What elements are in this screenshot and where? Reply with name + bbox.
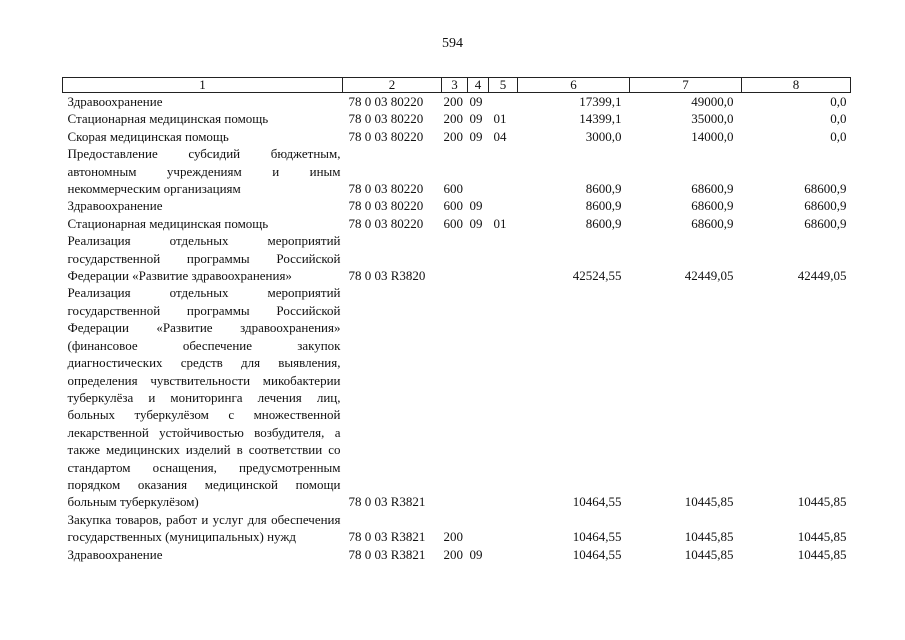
row-subsection bbox=[489, 284, 518, 510]
row-value-2: 35000,0 bbox=[691, 111, 734, 127]
row-name: Стационарная медицинская помощь bbox=[67, 111, 269, 127]
row-section bbox=[468, 232, 489, 284]
row-value-3: 0,0 bbox=[830, 128, 847, 144]
row-expense-type: 200 bbox=[443, 111, 463, 127]
row-value-1: 8600,9 bbox=[585, 215, 622, 231]
row-target-code: 78 0 03 80220 bbox=[348, 111, 424, 127]
row-value-1: 10464,55 bbox=[572, 529, 622, 545]
row-section: 09 bbox=[469, 94, 483, 109]
row-target-code: 78 0 03 R3820 bbox=[348, 268, 426, 284]
row-value-3: 10445,85 bbox=[797, 529, 847, 545]
row-expense-type: 600 bbox=[443, 198, 463, 214]
row-name: Здравоохранение bbox=[67, 94, 163, 109]
row-section bbox=[468, 284, 489, 510]
row-target-code: 78 0 03 80220 bbox=[348, 128, 424, 144]
row-expense-type: 200 bbox=[443, 546, 463, 562]
row-value-3: 68600,9 bbox=[804, 215, 847, 231]
row-target-code: 78 0 03 80220 bbox=[348, 215, 424, 231]
header-col-2: 2 bbox=[343, 78, 442, 93]
row-value-3: 10445,85 bbox=[797, 546, 847, 562]
budget-table bbox=[62, 77, 851, 563]
table-row bbox=[63, 145, 851, 197]
row-value-1: 10464,55 bbox=[572, 546, 622, 562]
table-header bbox=[63, 78, 851, 93]
row-subsection bbox=[489, 511, 518, 546]
row-value-1: 42524,55 bbox=[572, 268, 622, 284]
page-number: 594 bbox=[442, 36, 463, 51]
row-value-1: 3000,0 bbox=[585, 128, 622, 144]
header-col-1: 1 bbox=[63, 78, 343, 93]
table-row bbox=[63, 232, 851, 284]
row-section: 09 bbox=[469, 215, 483, 231]
row-value-3: 42449,05 bbox=[797, 268, 847, 284]
row-name: Предоставление субсидий бюджетным, автономным учреждениям и иным некоммерческим организациям bbox=[67, 146, 341, 197]
row-expense-type: 600 bbox=[443, 215, 463, 231]
row-subsection: 01 bbox=[493, 111, 507, 127]
row-expense-type: 200 bbox=[443, 94, 463, 109]
table-row bbox=[63, 215, 851, 232]
row-section bbox=[468, 511, 489, 546]
row-expense-type: 200 bbox=[443, 529, 463, 545]
row-subsection bbox=[489, 197, 518, 214]
row-target-code: 78 0 03 R3821 bbox=[348, 546, 426, 562]
row-subsection bbox=[489, 93, 518, 111]
table-row bbox=[63, 93, 851, 111]
row-subsection bbox=[489, 145, 518, 197]
row-target-code: 78 0 03 R3821 bbox=[348, 494, 426, 510]
header-col-4: 4 bbox=[468, 78, 489, 93]
row-name: Здравоохранение bbox=[67, 198, 163, 214]
row-section: 09 bbox=[469, 128, 483, 144]
row-target-code: 78 0 03 80220 bbox=[348, 198, 424, 214]
row-value-3: 68600,9 bbox=[804, 181, 847, 197]
table-row bbox=[63, 511, 851, 546]
row-expense-type bbox=[442, 284, 468, 510]
row-value-3: 10445,85 bbox=[797, 494, 847, 510]
row-value-3: 68600,9 bbox=[804, 198, 847, 214]
row-subsection: 01 bbox=[493, 215, 507, 231]
header-col-3: 3 bbox=[442, 78, 468, 93]
table-row bbox=[63, 546, 851, 563]
row-value-2: 68600,9 bbox=[691, 181, 734, 197]
table-row bbox=[63, 284, 851, 510]
table-row bbox=[63, 128, 851, 145]
row-value-3: 0,0 bbox=[830, 111, 847, 127]
header-col-7: 7 bbox=[630, 78, 742, 93]
header-col-8: 8 bbox=[742, 78, 851, 93]
row-subsection: 04 bbox=[493, 128, 507, 144]
row-value-2: 10445,85 bbox=[684, 494, 734, 510]
row-value-1: 8600,9 bbox=[585, 198, 622, 214]
row-name: Закупка товаров, работ и услуг для обеспечения государственных (муниципальных) нужд bbox=[67, 511, 341, 545]
row-target-code: 78 0 03 80220 bbox=[348, 181, 424, 197]
row-value-1: 8600,9 bbox=[585, 181, 622, 197]
row-subsection bbox=[489, 232, 518, 284]
table-body bbox=[63, 93, 851, 563]
row-name: Реализация отдельных мероприятий государственной программы Российской Федерации «Развитие здравоохранения» (финансовое обеспечение закупок диагностических средств для выявления, определения чувствительности микобактерии туберкулёза и мониторинга лечения лиц, больных туберкулёзом с множественной лекарственной устойчивостью возбудителя, а также медицинских изделий в соответствии со стандартом оснащения, предусмотренным порядком оказания медицинской помощи больным туберкулёзом) bbox=[67, 285, 341, 510]
row-section: 09 bbox=[469, 546, 483, 562]
row-value-1: 14399,1 bbox=[579, 111, 622, 127]
table-row bbox=[63, 197, 851, 214]
header-col-5: 5 bbox=[489, 78, 518, 93]
row-target-code: 78 0 03 R3821 bbox=[348, 529, 426, 545]
row-value-3: 0,0 bbox=[830, 94, 847, 109]
row-section: 09 bbox=[469, 198, 483, 214]
row-value-2: 14000,0 bbox=[691, 128, 734, 144]
row-expense-type bbox=[442, 232, 468, 284]
row-name: Здравоохранение bbox=[67, 546, 163, 562]
row-expense-type: 600 bbox=[443, 181, 463, 197]
header-col-6: 6 bbox=[518, 78, 630, 93]
row-target-code: 78 0 03 80220 bbox=[348, 94, 424, 109]
row-value-2: 10445,85 bbox=[684, 529, 734, 545]
table-row bbox=[63, 110, 851, 127]
row-value-2: 42449,05 bbox=[684, 268, 734, 284]
row-subsection bbox=[489, 546, 518, 563]
row-value-2: 49000,0 bbox=[691, 94, 734, 109]
row-name: Стационарная медицинская помощь bbox=[67, 215, 269, 231]
row-value-2: 10445,85 bbox=[684, 546, 734, 562]
row-value-1: 17399,1 bbox=[579, 94, 622, 109]
row-value-2: 68600,9 bbox=[691, 215, 734, 231]
row-section bbox=[468, 145, 489, 197]
row-name: Скорая медицинская помощь bbox=[67, 128, 229, 144]
row-section: 09 bbox=[469, 111, 483, 127]
row-expense-type: 200 bbox=[443, 128, 463, 144]
row-value-1: 10464,55 bbox=[572, 494, 622, 510]
row-name: Реализация отдельных мероприятий государственной программы Российской Федерации «Развитие здравоохранения» bbox=[67, 233, 341, 284]
row-value-2: 68600,9 bbox=[691, 198, 734, 214]
